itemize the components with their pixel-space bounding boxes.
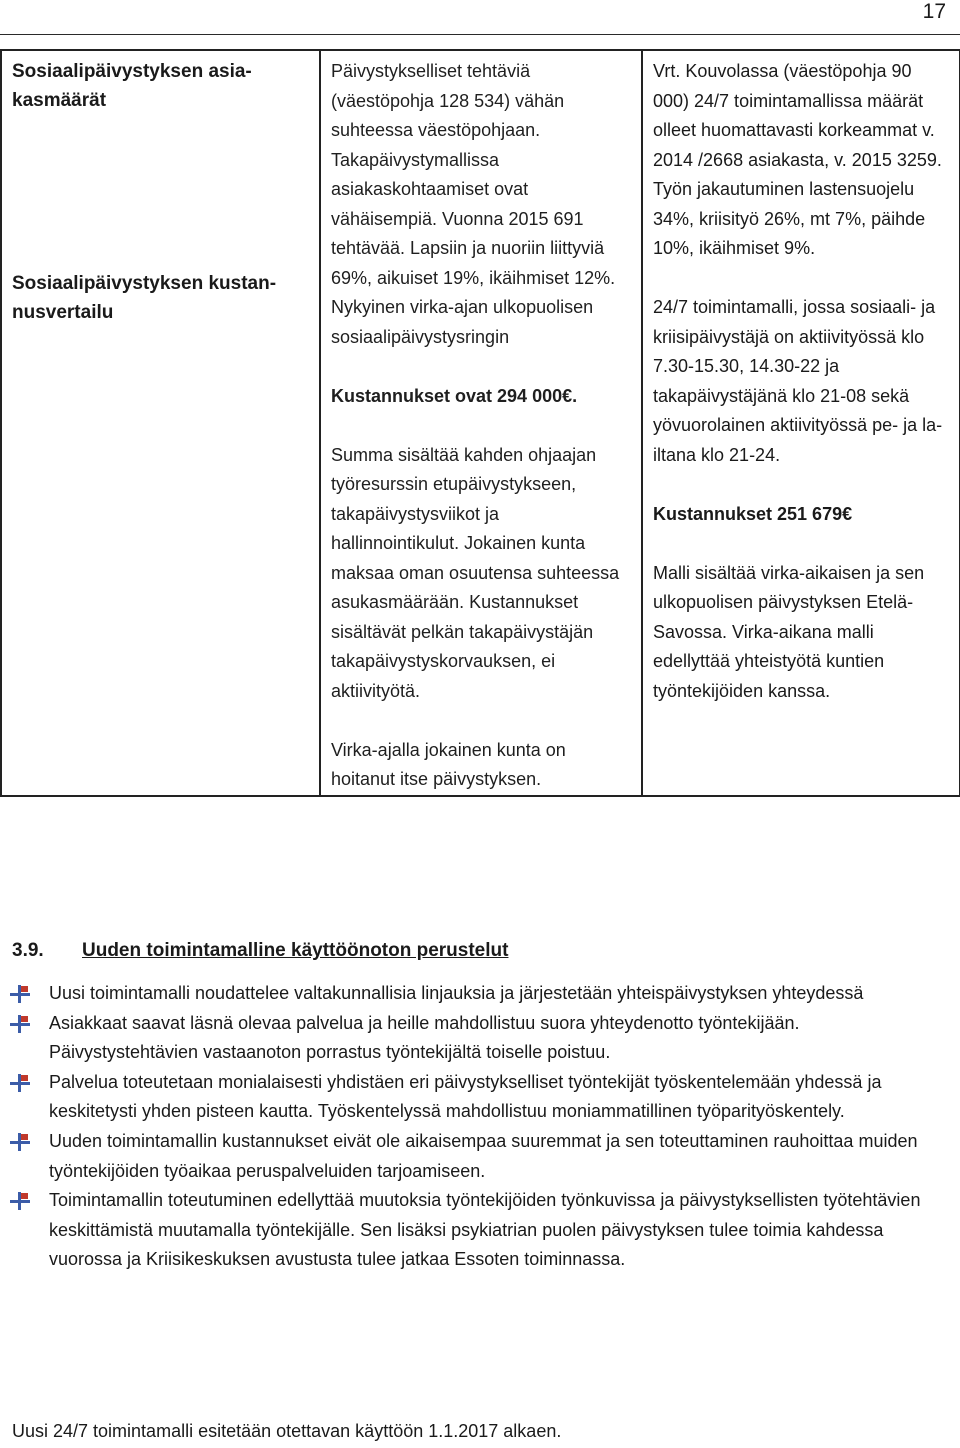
row-label-customers: Sosiaalipäivystyksen asia-kasmäärät <box>12 61 252 111</box>
list-item <box>0 1068 948 1127</box>
section-title: Uuden toimintamalline käyttöönoton perustelut <box>82 940 509 961</box>
section-number: 3.9. <box>12 940 44 961</box>
bullet-text: Uuden toimintamallin kustannukset eivät ole aikaisempaa suuremmat ja sen toteuttaminen rauhoittaa muiden työntekijöiden työaikaa peruspalveluiden tarjoamiseen. <box>49 1130 918 1181</box>
mid-paragraph-ring: Nykyinen virka-ajan ulkopuolisen sosiaalipäivystysringin <box>331 297 594 347</box>
row-label-cell <box>1 50 320 796</box>
flag-bullet-icon <box>10 1192 30 1210</box>
mid-paragraph-tasks: Päivystykselliset tehtäviä (väestöpohja 128 534) vähän suhteessa väestöpohjaan. Takapäivystymallissa asiakaskohtaamiset ovat vähäisempiä. Vuonna 2015 691 tehtävää. Lapsiin ja nuoriin liittyviä 69%, aikuiset 19%, ikäihmiset 12%. <box>331 61 616 288</box>
page-number: 17 <box>922 0 946 23</box>
flag-bullet-icon <box>10 985 30 1003</box>
footer-note: Uusi 24/7 toimintamalli esitetään otettavan käyttöön 1.1.2017 alkaen. <box>12 1421 562 1441</box>
flag-bullet-icon <box>10 1133 30 1151</box>
header-rule <box>0 34 960 35</box>
right-column-cell <box>642 50 960 796</box>
middle-column-cell <box>320 50 642 796</box>
right-paragraph-model-scope: Malli sisältää virka-aikaisen ja sen ulkopuolisen päivystyksen Etelä-Savossa. Virka-aikana malli edellyttää yhteistyötä kuntien työntekijöiden kanssa. <box>653 562 925 701</box>
right-cost-heading: Kustannukset 251 679€ <box>653 503 853 524</box>
right-paragraph-kouvola: Vrt. Kouvolassa (väestöpohja 90 000) 24/7 toimintamallissa määrät olleet huomattavasti korkeammat v. 2014 /2668 asiakasta, v. 2015 3259. Työn jakautuminen lastensuojelu 34%, kriisityö 26%, mt 7%, päihde 10%, ikäihmiset 9%. <box>653 61 942 258</box>
bullet-text: Toimintamallin toteutuminen edellyttää muutoksia työntekijöiden työnkuvissa ja päivystyksellisten työtehtävien keskittämistä muutamalla työntekijälle. Sen lisäksi psykiatrian puolen päivystyksen tulee toimia kahdessa vuorossa ja Kriisikeskuksen avustusta tulee jatkaa Essoten toiminnassa. <box>49 1190 921 1270</box>
list-item <box>0 979 948 1009</box>
bullet-text: Palvelua toteutetaan monialaisesti yhdistäen eri päivystykselliset työntekijät työskentelemään yhdessä ja keskitetysti yhden pisteen kautta. Työskentelyssä mahdollistuu moniammatillinen työparityöskentely. <box>49 1071 882 1122</box>
section-heading <box>12 940 508 962</box>
bullet-text: Uusi toimintamalli noudattelee valtakunnallisia linjauksia ja järjestetään yhteispäivystyksen yhteydessä <box>49 983 864 1003</box>
mid-cost-heading: Kustannukset ovat 294 000€. <box>331 385 578 406</box>
list-item <box>0 1009 948 1068</box>
bullet-text: Asiakkaat saavat läsnä olevaa palvelua ja heille mahdollistuu suora yhteydenotto työntekijään. Päivystystehtävien vastaanoton porrastus työntekijältä toiselle poistuu. <box>49 1012 800 1063</box>
comparison-table <box>0 49 960 797</box>
list-item <box>0 1186 948 1275</box>
flag-bullet-icon <box>10 1074 30 1092</box>
mid-paragraph-summary: Summa sisältää kahden ohjaajan työresurssin etupäivystykseen, takapäivystysviikot ja hallinnointikulut. Jokainen kunta maksaa oman osuutensa suhteessa asukasmäärään. Kustannukset sisältävät pelkän takapäivystäjän takapäivystyskorvauksen, ei aktiivityötä. <box>331 444 620 701</box>
mid-paragraph-office-hours: Virka-ajalla jokainen kunta on hoitanut itse päivystyksen. <box>331 739 566 789</box>
list-item <box>0 1127 948 1186</box>
row-label-costs: Sosiaalipäivystyksen kustan-nusvertailu <box>12 273 277 323</box>
right-paragraph-model: 24/7 toimintamalli, jossa sosiaali- ja kriisipäivystäjä on aktiivityössä klo 7.30-15.30, 14.30-22 ja takapäivystäjänä klo 21-08 sekä yövuorolainen aktiivityössä pe- ja la-iltana klo 21-24. <box>653 297 943 465</box>
flag-bullet-icon <box>10 1015 30 1033</box>
table-row <box>1 50 960 796</box>
bullet-list <box>0 979 948 1275</box>
